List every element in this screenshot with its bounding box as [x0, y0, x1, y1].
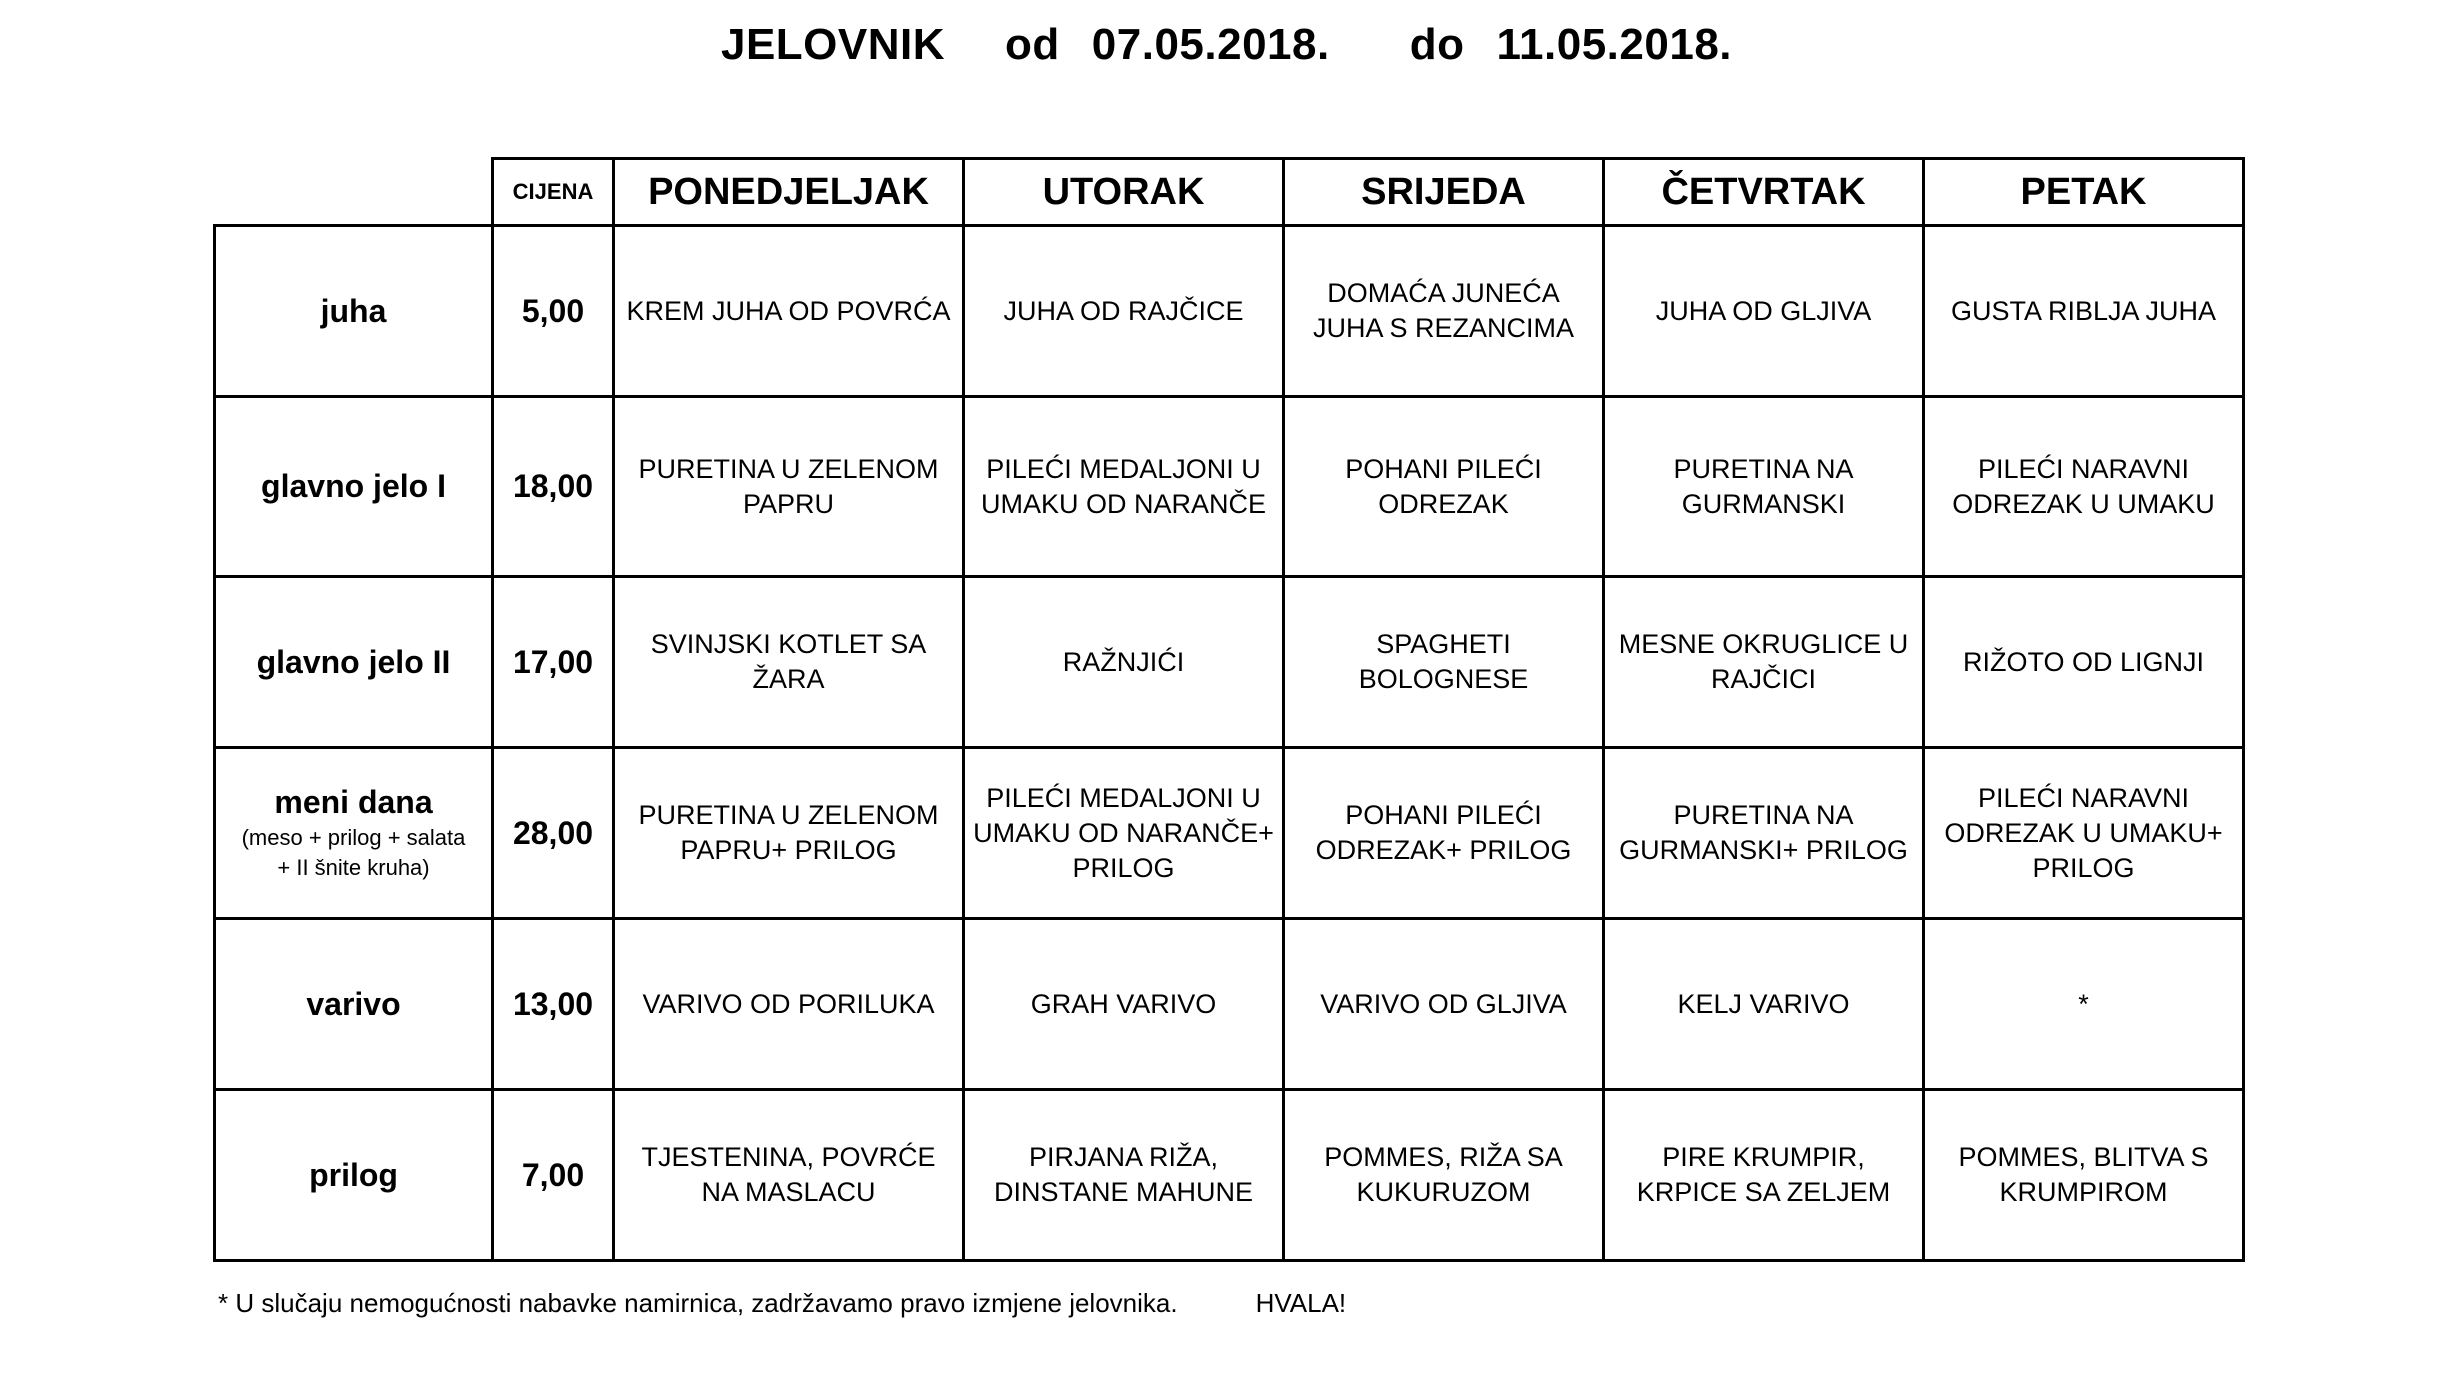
title-label: JELOVNIK	[720, 20, 946, 69]
dish-cell: MESNE OKRUGLICE U RAJČICI	[1604, 577, 1924, 748]
table-row-glavno-jelo-2	[215, 577, 2244, 748]
day-header-monday: PONEDJELJAK	[614, 159, 964, 226]
dish-cell: POHANI PILEĆI ODREZAK+ PRILOG	[1284, 748, 1604, 919]
category-label: meni dana	[274, 783, 433, 820]
dish-cell: PURETINA U ZELENOM PAPRU	[614, 397, 964, 577]
footer-note	[218, 1288, 1346, 1319]
category-label: prilog	[309, 1156, 398, 1193]
dish-cell: RIŽOTO OD LIGNJI	[1924, 577, 2244, 748]
title-from-date: 07.05.2018.	[1091, 20, 1330, 69]
dish-cell: RAŽNJIĆI	[964, 577, 1284, 748]
category-label: juha	[320, 292, 387, 329]
dish-cell: KELJ VARIVO	[1604, 919, 1924, 1090]
day-header-tuesday: UTORAK	[964, 159, 1284, 226]
table-row-meni-dana	[215, 748, 2244, 919]
dish-cell: TJESTENINA, POVRĆE NA MASLACU	[614, 1090, 964, 1261]
dish-cell: PILEĆI NARAVNI ODREZAK U UMAKU	[1924, 397, 2244, 577]
dish-cell: SPAGHETI BOLOGNESE	[1284, 577, 1604, 748]
dish-cell: PURETINA NA GURMANSKI+ PRILOG	[1604, 748, 1924, 919]
title-to-date: 11.05.2018.	[1496, 20, 1733, 69]
menu-table	[213, 157, 2245, 1262]
table-row-varivo	[215, 919, 2244, 1090]
title-to-word: do	[1409, 20, 1465, 69]
page-title	[0, 20, 2453, 70]
category-cell	[215, 397, 493, 577]
dish-cell: PILEĆI MEDALJONI U UMAKU OD NARANČE+ PRILOG	[964, 748, 1284, 919]
dish-cell: DOMAĆA JUNEĆA JUHA S REZANCIMA	[1284, 226, 1604, 397]
category-label: glavno jelo I	[261, 468, 446, 504]
category-cell	[215, 919, 493, 1090]
price-cell: 5,00	[493, 226, 614, 397]
category-cell	[215, 748, 493, 919]
table-header-row	[215, 159, 2244, 226]
category-cell	[215, 577, 493, 748]
empty-corner-cell	[215, 159, 493, 226]
dish-cell: VARIVO OD PORILUKA	[614, 919, 964, 1090]
dish-cell: PILEĆI NARAVNI ODREZAK U UMAKU+ PRILOG	[1924, 748, 2244, 919]
dish-cell: JUHA OD RAJČICE	[964, 226, 1284, 397]
dish-cell: POHANI PILEĆI ODREZAK	[1284, 397, 1604, 577]
day-header-wednesday: SRIJEDA	[1284, 159, 1604, 226]
dish-cell: PIRJANA RIŽA, DINSTANE MAHUNE	[964, 1090, 1284, 1261]
category-label: varivo	[306, 985, 401, 1022]
dish-cell: PILEĆI MEDALJONI U UMAKU OD NARANČE	[964, 397, 1284, 577]
dish-cell: GUSTA RIBLJA JUHA	[1924, 226, 2244, 397]
dish-cell: JUHA OD GLJIVA	[1604, 226, 1924, 397]
price-column-header: CIJENA	[493, 159, 614, 226]
footer-disclaimer: * U slučaju nemogućnosti nabavke namirnica, zadržavamo pravo izmjene jelovnika.	[218, 1288, 1178, 1318]
dish-cell: PURETINA NA GURMANSKI	[1604, 397, 1924, 577]
table-row-glavno-jelo-1	[215, 397, 2244, 577]
dish-cell: *	[1924, 919, 2244, 1090]
dish-cell: GRAH VARIVO	[964, 919, 1284, 1090]
dish-cell: PIRE KRUMPIR, KRPICE SA ZELJEM	[1604, 1090, 1924, 1261]
footer-thanks: HVALA!	[1255, 1288, 1347, 1318]
price-cell: 28,00	[493, 748, 614, 919]
dish-cell: VARIVO OD GLJIVA	[1284, 919, 1604, 1090]
day-header-thursday: ČETVRTAK	[1604, 159, 1924, 226]
price-cell: 17,00	[493, 577, 614, 748]
table-row-prilog	[215, 1090, 2244, 1261]
category-cell	[215, 1090, 493, 1261]
category-sublabel: (meso + prilog + salata + II šnite kruha)	[241, 824, 466, 880]
category-label: glavno jelo II	[256, 643, 451, 680]
dish-cell: POMMES, BLITVA S KRUMPIROM	[1924, 1090, 2244, 1261]
dish-cell: PURETINA U ZELENOM PAPRU+ PRILOG	[614, 748, 964, 919]
day-header-friday: PETAK	[1924, 159, 2244, 226]
dish-cell: SVINJSKI KOTLET SA ŽARA	[614, 577, 964, 748]
title-from-word: od	[1005, 20, 1060, 69]
price-cell: 13,00	[493, 919, 614, 1090]
price-cell: 18,00	[493, 397, 614, 577]
category-cell	[215, 226, 493, 397]
table-row-juha	[215, 226, 2244, 397]
dish-cell: POMMES, RIŽA SA KUKURUZOM	[1284, 1090, 1604, 1261]
price-cell: 7,00	[493, 1090, 614, 1261]
dish-cell: KREM JUHA OD POVRĆA	[614, 226, 964, 397]
